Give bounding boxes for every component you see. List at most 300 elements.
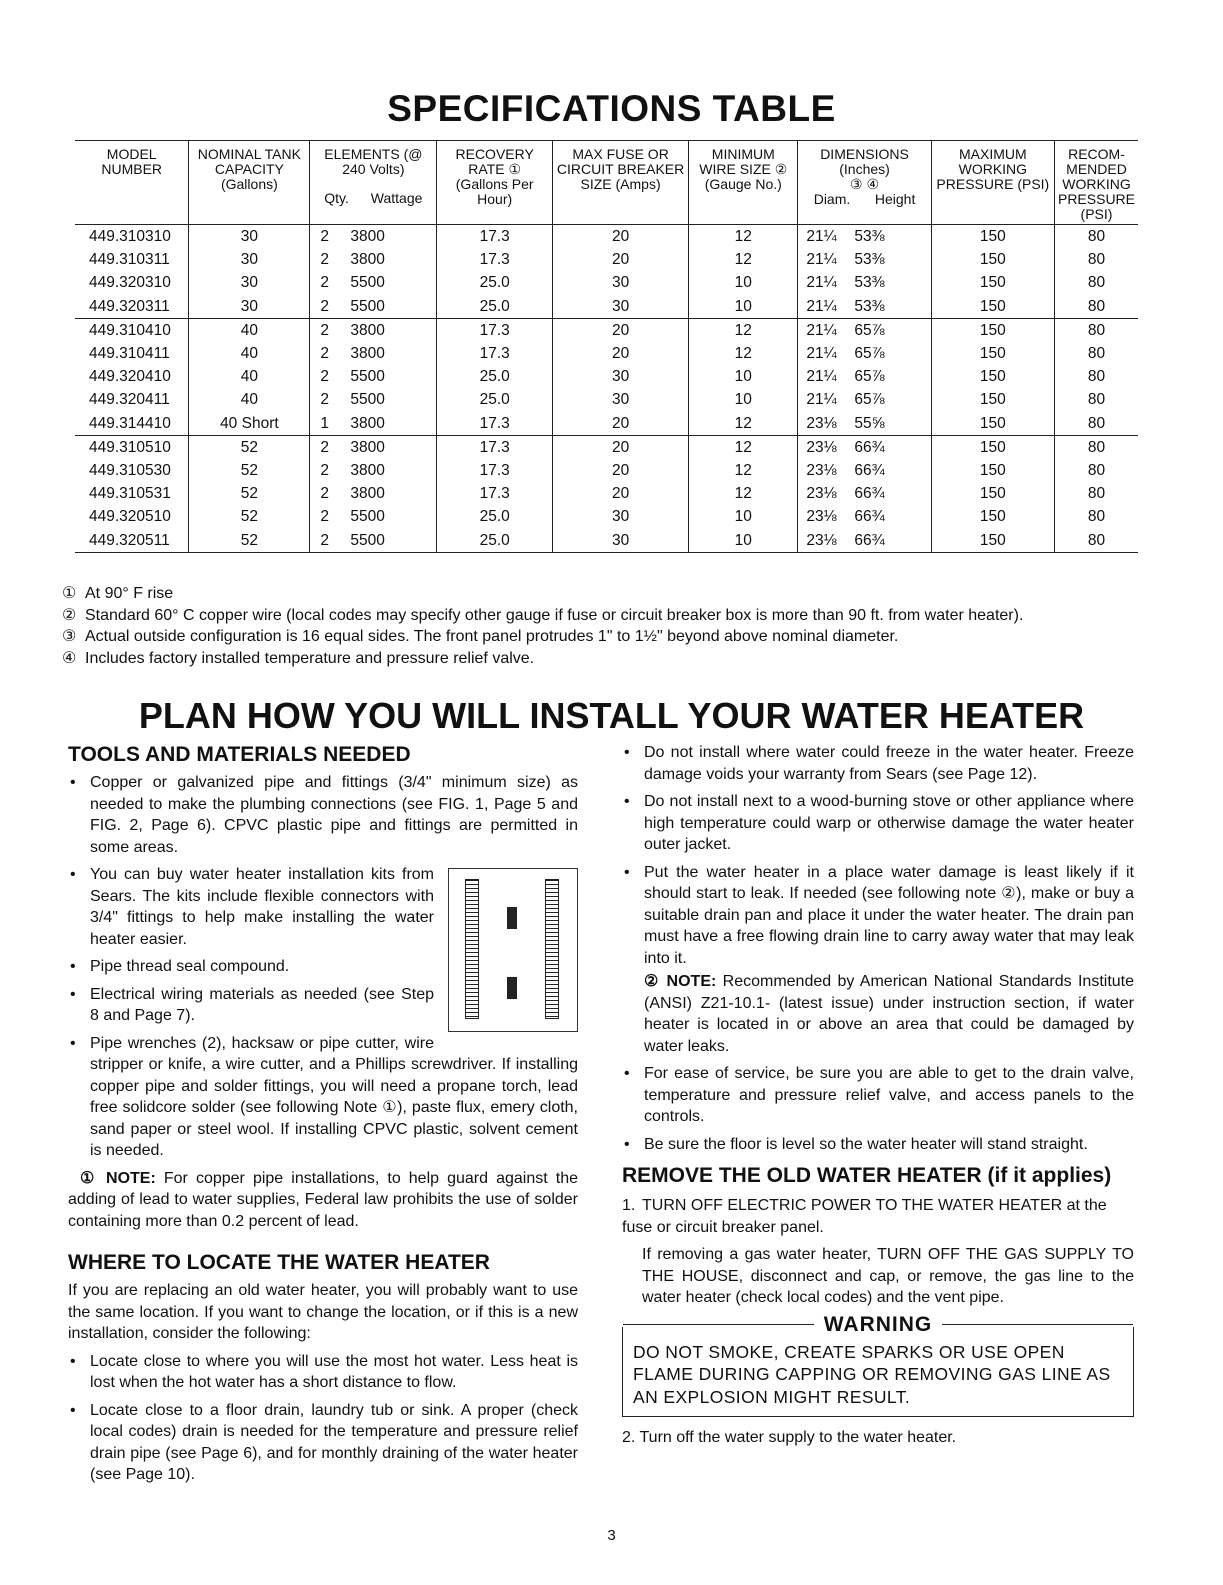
table-cell (689, 342, 798, 365)
cell-cap: 40 (240, 391, 258, 409)
cell-rec: 17.3 (479, 228, 510, 246)
header-dimensions-marks: ③ ④ (850, 176, 880, 192)
cell-diam: 21¼ (806, 368, 837, 386)
table-cell (798, 318, 931, 342)
cell-watt: 3800 (350, 251, 385, 269)
cell-maxp: 150 (979, 368, 1006, 386)
table-cell (189, 271, 310, 294)
footnote-mark: ① (62, 585, 77, 602)
table-cell (552, 482, 688, 505)
table-cell (689, 318, 798, 342)
cell-watt: 3800 (350, 461, 385, 479)
table-cell (1054, 412, 1138, 436)
header-dimensions (798, 141, 931, 225)
right-column (622, 742, 1134, 1449)
cell-recp: 80 (1087, 508, 1106, 526)
table-cell (75, 342, 189, 365)
cell-wire: 12 (734, 228, 752, 246)
table-cell (931, 365, 1054, 388)
table-cell (189, 342, 310, 365)
list-item (68, 864, 578, 950)
cell-rec: 25.0 (479, 508, 510, 526)
table-cell (75, 435, 189, 459)
cell-cap: 40 (240, 345, 258, 363)
cell-model: 449.320310 (89, 274, 171, 292)
plan-heading: PLAN HOW YOU WILL INSTALL YOUR WATER HEATER (138, 695, 1085, 736)
table-cell (798, 365, 931, 388)
cell-model: 449.310411 (89, 345, 170, 363)
cell-fuse: 20 (611, 228, 630, 246)
table-row (75, 295, 1138, 319)
cell-model: 449.310410 (89, 321, 171, 339)
header-capacity: NOMINAL TANK CAPACITY (Gallons) (189, 141, 310, 225)
step-2: 2. Turn off the water supply to the water heater. (622, 1429, 957, 1446)
cell-fuse: 30 (611, 508, 630, 526)
table-cell (798, 505, 931, 528)
cell-rec: 25.0 (479, 274, 510, 292)
cell-watt: 5500 (350, 508, 385, 526)
cell-watt: 3800 (350, 321, 385, 339)
table-cell (931, 505, 1054, 528)
table-cell (189, 482, 310, 505)
table-cell (75, 318, 189, 342)
table-cell (552, 295, 688, 319)
cell-wire: 10 (734, 274, 752, 292)
cell-fuse: 20 (611, 414, 630, 432)
cell-wire: 12 (734, 438, 752, 456)
cell-wire: 10 (734, 531, 752, 549)
cell-height: 66¾ (854, 485, 885, 503)
left-column (68, 742, 578, 1492)
cell-model: 449.314410 (89, 414, 171, 432)
table-row (75, 528, 1138, 552)
cell-wire: 12 (734, 461, 752, 479)
table-cell (310, 412, 437, 436)
cell-watt: 5500 (350, 391, 385, 409)
header-qty: Qty. (324, 190, 349, 206)
cell-cap: 30 (240, 274, 258, 292)
table-cell (798, 412, 931, 436)
cell-watt: 3800 (350, 414, 385, 432)
table-cell (931, 528, 1054, 552)
cell-cap: 30 (240, 228, 258, 246)
table-cell (310, 528, 437, 552)
table-cell (1054, 505, 1138, 528)
cell-recp: 80 (1087, 391, 1106, 409)
cell-rec: 25.0 (479, 391, 510, 409)
cell-recp: 80 (1087, 228, 1106, 246)
page-number: 3 (607, 1527, 616, 1544)
cell-recp: 80 (1087, 297, 1106, 315)
table-cell (310, 248, 437, 271)
cell-fuse: 20 (611, 461, 630, 479)
cell-cap: 40 (240, 368, 258, 386)
table-row (75, 365, 1138, 388)
table-cell (931, 295, 1054, 319)
table-cell (189, 388, 310, 411)
table-cell (310, 318, 437, 342)
cell-diam: 23⅛ (806, 531, 837, 549)
table-cell (437, 459, 553, 482)
table-cell (689, 248, 798, 271)
cell-height: 53⅜ (854, 228, 885, 246)
footnote-mark: ④ (62, 649, 77, 667)
cell-diam: 21¼ (806, 228, 837, 246)
cell-height: 66¾ (854, 461, 885, 479)
header-recommended-pressure: RECOM-MENDED WORKING PRESSURE (PSI) (1054, 141, 1138, 225)
cell-qty: 1 (320, 414, 329, 432)
cell-rec: 17.3 (479, 251, 510, 269)
cell-diam: 21¼ (806, 391, 837, 409)
cell-wire: 10 (734, 391, 752, 409)
cell-diam: 21¼ (806, 345, 837, 363)
cell-maxp: 150 (979, 485, 1006, 503)
table-cell (189, 435, 310, 459)
cell-rec: 17.3 (479, 461, 510, 479)
locate-intro: If you are replacing an old water heater, you will probably want to use the same location. If you want to change the location, or if this is a new installation, consider the following: (68, 1282, 578, 1342)
cell-height: 65⅞ (854, 321, 885, 339)
table-cell (75, 271, 189, 294)
page-title: SPECIFICATIONS TABLE (387, 88, 836, 129)
cell-diam: 23⅛ (806, 485, 837, 503)
cell-recp: 80 (1087, 321, 1106, 339)
table-cell (75, 295, 189, 319)
list-item: • Electrical wiring materials as needed (see Step 8 and Page 7). (68, 984, 578, 1027)
locate-list (68, 1351, 578, 1486)
table-cell (552, 365, 688, 388)
table-cell (1054, 482, 1138, 505)
cell-model: 449.320511 (89, 531, 170, 549)
warning-box (622, 1312, 1134, 1418)
cell-diam: 23⅛ (806, 414, 837, 432)
table-cell (689, 505, 798, 528)
footnote-text: Actual outside configuration is 16 equal sides. The front panel protrudes 1" to 1½" beyond above nominal diameter. (85, 628, 899, 645)
note-text: For copper pipe installations, to help guard against the adding of lead to water supplies, Federal law prohibits the use of solder containing more than 0.2 percent of lead. (68, 1169, 579, 1230)
list-item: • Locate close to where you will use the most hot water. Less heat is lost when the hot water has a short distance to flow. (68, 1351, 578, 1394)
table-cell (1054, 295, 1138, 319)
table-row (75, 459, 1138, 482)
header-recovery: RECOVERY RATE ① (Gallons Per Hour) (437, 141, 553, 225)
ansi-note (644, 971, 1134, 1057)
table-cell (552, 318, 688, 342)
cell-height: 65⅞ (854, 368, 885, 386)
cell-cap: 52 (240, 438, 258, 456)
table-cell (437, 342, 553, 365)
cell-qty: 2 (320, 228, 329, 246)
cell-cap: 30 (240, 251, 258, 269)
cell-model: 449.320510 (89, 508, 171, 526)
table-cell (75, 388, 189, 411)
table-cell (189, 412, 310, 436)
table-cell (310, 295, 437, 319)
cell-cap: 52 (240, 508, 258, 526)
table-cell (437, 412, 553, 436)
table-cell (689, 482, 798, 505)
cell-diam: 23⅛ (806, 508, 837, 526)
list-item: • Be sure the floor is level so the water heater will stand straight. (622, 1134, 1134, 1156)
cell-fuse: 20 (611, 251, 630, 269)
table-cell (189, 248, 310, 271)
table-cell (437, 295, 553, 319)
table-cell (310, 225, 437, 249)
table-cell (689, 271, 798, 294)
footnote-text: Includes factory installed temperature and pressure relief valve. (85, 649, 535, 667)
header-model: MODEL NUMBER (75, 141, 189, 225)
table-cell (437, 435, 553, 459)
table-cell (798, 482, 931, 505)
table-cell (310, 271, 437, 294)
cell-qty: 2 (320, 391, 329, 409)
table-cell (798, 435, 931, 459)
table-cell (552, 412, 688, 436)
table-row (75, 248, 1138, 271)
step-number: 1. (622, 1197, 636, 1214)
cell-maxp: 150 (979, 228, 1006, 246)
cell-rec: 25.0 (479, 531, 510, 549)
table-cell (189, 318, 310, 342)
cell-rec: 17.3 (479, 414, 510, 432)
table-cell (798, 342, 931, 365)
table-cell (689, 435, 798, 459)
table-row (75, 505, 1138, 528)
cell-fuse: 20 (611, 321, 630, 339)
cell-wire: 10 (734, 297, 752, 315)
cell-wire: 10 (734, 368, 752, 386)
cell-fuse: 30 (611, 297, 630, 315)
cell-model: 449.310531 (89, 485, 171, 503)
cell-watt: 3800 (350, 228, 385, 246)
cell-fuse: 30 (611, 368, 630, 386)
cell-model: 449.310310 (89, 228, 171, 246)
table-cell (689, 388, 798, 411)
cell-wire: 10 (734, 508, 752, 526)
cell-qty: 2 (320, 345, 329, 363)
list-item: • Copper or galvanized pipe and fittings (3/4" minimum size) as needed to make the plumbing connections (see FIG. 1, Page 5 and FIG. 2, Page 6). CPVC plastic pipe and fittings are permitted in some areas. (68, 772, 578, 858)
table-cell (310, 388, 437, 411)
cell-watt: 3800 (350, 345, 385, 363)
cell-rec: 17.3 (479, 438, 510, 456)
list-item (622, 862, 1134, 1058)
table-cell (689, 295, 798, 319)
table-cell (931, 482, 1054, 505)
cell-watt: 5500 (350, 368, 385, 386)
cell-rec: 25.0 (479, 368, 510, 386)
cell-qty: 2 (320, 531, 329, 549)
table-cell (437, 225, 553, 249)
fitting-icon (507, 907, 517, 929)
table-cell (552, 271, 688, 294)
cell-maxp: 150 (979, 531, 1006, 549)
cell-model: 449.320411 (89, 391, 170, 409)
cell-model: 449.310510 (89, 438, 171, 456)
table-cell (437, 365, 553, 388)
table-row (75, 412, 1138, 436)
footnote-text: At 90° F rise (85, 585, 174, 602)
table-cell (931, 412, 1054, 436)
cell-cap: 52 (240, 485, 258, 503)
cell-height: 53⅜ (854, 297, 885, 315)
cell-recp: 80 (1087, 251, 1106, 269)
cell-cap: 52 (240, 531, 258, 549)
table-cell (931, 271, 1054, 294)
header-fuse: MAX FUSE OR CIRCUIT BREAKER SIZE (Amps) (552, 141, 688, 225)
cell-height: 55⅝ (854, 414, 885, 432)
cell-watt: 5500 (350, 531, 385, 549)
table-cell (437, 271, 553, 294)
table-cell (437, 318, 553, 342)
table-cell (310, 505, 437, 528)
cell-maxp: 150 (979, 414, 1006, 432)
header-height: Height (874, 191, 916, 207)
footnote (62, 648, 1162, 670)
tools-list (68, 772, 578, 1162)
header-wire: MINIMUM WIRE SIZE ② (Gauge No.) (689, 141, 798, 225)
table-cell (437, 482, 553, 505)
cell-cap: 52 (240, 461, 258, 479)
table-cell (798, 459, 931, 482)
cell-maxp: 150 (979, 274, 1006, 292)
table-cell (689, 365, 798, 388)
table-row (75, 225, 1138, 249)
header-diam: Diam. (813, 191, 851, 207)
cell-maxp: 150 (979, 461, 1006, 479)
note-label: ① NOTE: (80, 1169, 156, 1187)
table-cell (310, 435, 437, 459)
table-cell (552, 528, 688, 552)
table-cell (437, 505, 553, 528)
cell-rec: 17.3 (479, 485, 510, 503)
note-label: ② NOTE: (644, 973, 717, 990)
table-cell (189, 528, 310, 552)
table-row (75, 388, 1138, 411)
header-max-pressure: MAXIMUM WORKING PRESSURE (PSI) (931, 141, 1054, 225)
table-cell (75, 528, 189, 552)
kit-text: You can buy water heater installation kits from Sears. The kits include flexible connectors with 3/4" fittings to help make installing the water heater easier. (90, 866, 434, 948)
footnote-mark: ③ (62, 628, 77, 645)
cell-recp: 80 (1087, 345, 1106, 363)
cell-diam: 21¼ (806, 251, 837, 269)
table-cell (931, 248, 1054, 271)
solder-note (68, 1168, 578, 1233)
cell-diam: 23⅛ (806, 438, 837, 456)
table-cell (310, 342, 437, 365)
table-cell (798, 225, 931, 249)
table-cell (75, 412, 189, 436)
cell-qty: 2 (320, 251, 329, 269)
cell-fuse: 30 (611, 531, 630, 549)
cell-fuse: 20 (611, 345, 630, 363)
table-cell (689, 528, 798, 552)
table-cell (1054, 388, 1138, 411)
cell-rec: 25.0 (479, 297, 510, 315)
cell-diam: 21¼ (806, 297, 837, 315)
header-dimensions-title: DIMENSIONS (Inches) (820, 146, 909, 177)
table-cell (310, 365, 437, 388)
cell-height: 65⅞ (854, 345, 885, 363)
list-item: • For ease of service, be sure you are able to get to the drain valve, temperature and pressure relief valve, and access panels to the controls. (622, 1063, 1134, 1128)
cell-maxp: 150 (979, 321, 1006, 339)
cell-watt: 3800 (350, 485, 385, 503)
table-row (75, 318, 1138, 342)
cell-wire: 12 (734, 345, 752, 363)
table-cell (310, 482, 437, 505)
remove-heading: REMOVE THE OLD WATER HEATER (if it applies) (622, 1164, 1112, 1187)
table-cell (1054, 248, 1138, 271)
cell-wire: 12 (734, 485, 752, 503)
cell-recp: 80 (1087, 461, 1106, 479)
cell-qty: 2 (320, 508, 329, 526)
table-cell (1054, 528, 1138, 552)
cell-height: 66¾ (854, 531, 885, 549)
cell-watt: 5500 (350, 274, 385, 292)
cell-qty: 2 (320, 321, 329, 339)
table-cell (189, 505, 310, 528)
cell-height: 65⅞ (854, 391, 885, 409)
table-cell (552, 342, 688, 365)
list-item: • Pipe wrenches (2), hacksaw or pipe cutter, wire stripper or knife, a wire cutter, and a Phillips screwdriver. If installing copper pipe and solder fittings, you will need a propane torch, lead free solidcore solder (see following Note ①), paste flux, emery cloth, sand paper or steel wool. If installing CPVC plastic, solvent cement is needed. (68, 1033, 578, 1162)
table-cell (189, 365, 310, 388)
cell-maxp: 150 (979, 297, 1006, 315)
cell-diam: 21¼ (806, 274, 837, 292)
table-cell (798, 271, 931, 294)
table-cell (689, 412, 798, 436)
cell-model: 449.310311 (89, 251, 170, 269)
cell-qty: 2 (320, 461, 329, 479)
table-cell (1054, 342, 1138, 365)
footnote-mark: ② (62, 606, 77, 624)
gas-removal-text: If removing a gas water heater, TURN OFF THE GAS SUPPLY TO THE HOUSE, disconnect and cap, or remove, the gas line to the water heater (check local codes) and the vent pipe. (642, 1246, 1134, 1306)
specifications-table (75, 140, 1138, 553)
cell-qty: 2 (320, 485, 329, 503)
placement-list (622, 742, 1134, 1155)
table-cell (552, 505, 688, 528)
table-cell (75, 482, 189, 505)
cell-fuse: 20 (611, 438, 630, 456)
table-cell (931, 435, 1054, 459)
cell-maxp: 150 (979, 438, 1006, 456)
table-cell (75, 248, 189, 271)
table-cell (1054, 271, 1138, 294)
locate-heading: WHERE TO LOCATE THE WATER HEATER (68, 1251, 490, 1274)
warning-text: DO NOT SMOKE, CREATE SPARKS OR USE OPEN FLAME DURING CAPPING OR REMOVING GAS LINE AS AN EXPLOSION MIGHT RESULT. (633, 1341, 1111, 1407)
cell-wire: 12 (734, 321, 752, 339)
cell-wire: 12 (734, 251, 752, 269)
cell-model: 449.310530 (89, 461, 171, 479)
cell-qty: 2 (320, 368, 329, 386)
table-cell (798, 528, 931, 552)
cell-height: 53⅜ (854, 274, 885, 292)
table-cell (75, 225, 189, 249)
cell-recp: 80 (1087, 368, 1106, 386)
header-elements (310, 141, 437, 225)
cell-recp: 80 (1087, 531, 1106, 549)
cell-cap: 40 Short (220, 414, 279, 432)
cell-recp: 80 (1087, 414, 1106, 432)
table-cell (1054, 459, 1138, 482)
warning-title: WARNING (823, 1312, 933, 1336)
table-cell (552, 459, 688, 482)
cell-diam: 23⅛ (806, 461, 837, 479)
footnotes (62, 583, 1162, 669)
cell-maxp: 150 (979, 391, 1006, 409)
list-item: • Pipe thread seal compound. (68, 956, 578, 978)
list-item: • Do not install where water could freeze in the water heater. Freeze damage voids your warranty from Sears (see Page 12). (622, 742, 1134, 785)
cell-recp: 80 (1087, 485, 1106, 503)
table-cell (931, 342, 1054, 365)
table-cell (1054, 318, 1138, 342)
list-item: • Do not install next to a wood-burning stove or other appliance where high temperature could warp or otherwise damage the water heater outer jacket. (622, 791, 1134, 856)
table-row (75, 342, 1138, 365)
